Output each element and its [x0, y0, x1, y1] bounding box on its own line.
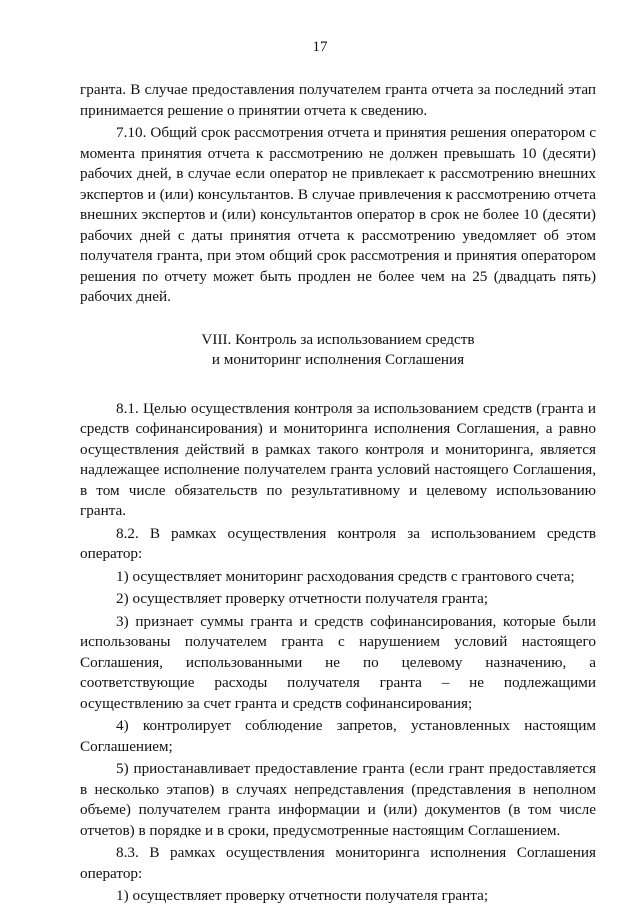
list-8-3 — [80, 886, 596, 907]
section-heading-line2: и мониторинг исполнения Соглашения — [211, 351, 465, 368]
list-item: 4) контролирует соблюдение запретов, установленных настоящим Соглашением; — [80, 717, 596, 755]
section-heading-line1: VIII. Контроль за использованием средств — [201, 330, 475, 348]
document-body — [80, 80, 596, 907]
paragraph-8-2: 8.2. В рамках осуществления контроля за использованием средств оператор: — [80, 524, 596, 562]
paragraph-8-1: 8.1. Целью осуществления контроля за использованием средств (гранта и средств софинансирования) и мониторинга исполнения Соглашения, а равно осуществления действий в рамках такого контроля и мониторинга, является надлежащее исполнение получателем гранта условий настоящего Соглашения, в том числе обязательств по результативному и целевому использованию гранта. — [80, 399, 596, 519]
list-item: 1) осуществляет мониторинг расходования средств с грантового счета; — [116, 567, 575, 585]
paragraph-7-10: 7.10. Общий срок рассмотрения отчета и принятия решения оператором с момента принятия отчета к рассмотрению не должен превышать 10 (десяти) рабочих дней, в случае если оператор не привлекает к рассмотрению внешних экспертов и (или) консультантов. В случае привлечения к рассмотрению отчета внешних экспертов и (или) консультантов оператор в срок не более 10 (десяти) рабочих дней с даты принятия отчета к рассмотрению уведомляет об этом получателя гранта, при этом общий срок рассмотрения и принятия оператором решения по отчету может быть продлен не более чем на 25 (двадцать пять) рабочих дней. — [80, 124, 596, 305]
page-number: 17 — [312, 39, 328, 55]
list-item: 2) осуществляет проверку отчетности получателя гранта; — [116, 590, 489, 607]
paragraph-8-3: 8.3. В рамках осуществления мониторинга исполнения Соглашения оператор: — [80, 844, 596, 882]
list-item: 5) приостанавливает предоставление гранта (если грант предоставляется в несколько этапов) в случаях непредставления (представления в неполном объеме) получателем гранта информации и (или) документов (в том числе отчетов) в порядке и в сроки, предусмотренные настоящим Соглашением. — [80, 760, 596, 839]
list-item: 3) признает суммы гранта и средств софинансирования, которые были использованы получателем гранта с нарушением условий настоящего Соглашения, использованными не по целевому назначению, а соответствующие расходы получателя гранта – не подлежащими осуществлению за счет гранта и средств софинансирования; — [80, 612, 596, 712]
list-item: 1) осуществляет проверку отчетности получателя гранта; — [116, 887, 489, 904]
list-8-2 — [80, 567, 596, 842]
section-heading — [80, 330, 596, 371]
paragraph-continuation: гранта. В случае предоставления получателем гранта отчета за последний этап принимается решение о принятии отчета к сведению. — [80, 81, 596, 119]
